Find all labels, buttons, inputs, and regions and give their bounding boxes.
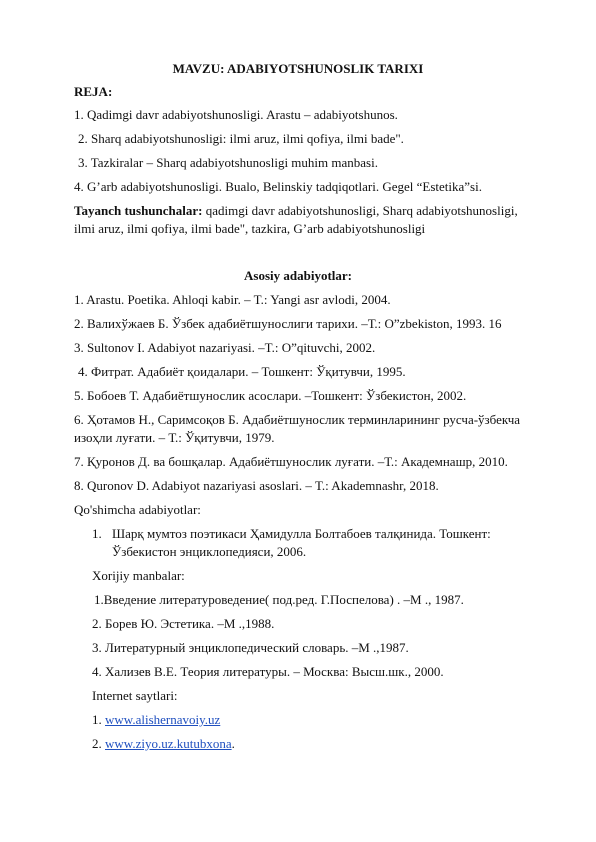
- key-concepts-label: Tayanch tushunchalar:: [74, 203, 203, 218]
- internet-site-suffix: .: [231, 736, 235, 751]
- foreign-source-item: 4. Хализев В.Е. Теория литературы. – Москва: Высш.шк., 2000.: [92, 664, 444, 679]
- foreign-source-item: 2. Борев Ю. Эстетика. –М .,1988.: [92, 616, 275, 631]
- internet-site-item: [92, 712, 220, 728]
- additional-item-continued: Ўзбекистон энциклопедияси, 2006.: [112, 544, 307, 559]
- reja-item: 3. Tazkiralar – Sharq adabiyotshunosligi muhim manbasi.: [78, 155, 378, 170]
- literature-item: 8. Quronov D. Adabiyot nazariyasi asoslari. – T.: Akademnashr, 2018.: [74, 478, 439, 493]
- literature-item: 7. Қуронов Д. ва бошқалар. Адабиётшунослик луғати. –Т.: Академнашр, 2010.: [74, 454, 508, 469]
- foreign-source-item: 3. Литературный энциклопедический словарь. –М .,1987.: [92, 640, 409, 655]
- internet-site-item: [92, 736, 235, 752]
- additional-item-number: 1.: [92, 526, 102, 541]
- literature-item: 5. Бобоев Т. Адабиётшунослик асослари. –Тошкент: Ўзбекистон, 2002.: [74, 388, 467, 403]
- internet-site-link[interactable]: www.alishernavoiy.uz: [105, 712, 221, 727]
- literature-item-continued: изоҳли луғати. – Т.: Ўқитувчи, 1979.: [74, 430, 275, 445]
- literature-item: 4. Фитрат. Адабиёт қоидалари. – Тошкент: Ўқитувчи, 1995.: [78, 364, 406, 379]
- internet-sites-heading: Internet saytlari:: [92, 688, 178, 703]
- key-concepts-text: qadimgi davr adabiyotshunosligi, Sharq adabiyotshunosligi,: [202, 203, 518, 218]
- key-concepts-line: [74, 203, 518, 219]
- additional-item: Шарқ мумтоз поэтикаси Ҳамидулла Болтабоев талқинида. Тошкент:: [112, 526, 491, 541]
- internet-site-link[interactable]: www.ziyo.uz.kutubxona: [105, 736, 232, 751]
- document-title: MAVZU: ADABIYOTSHUNOSLIK TARIXI: [172, 61, 424, 76]
- reja-item: 4. G’arb adabiyotshunosligi. Bualo, Belinskiy tadqiqotlari. Gegel “Estetika”si.: [74, 179, 482, 194]
- additional-literature-heading: Qo'shimcha adabiyotlar:: [74, 502, 201, 517]
- literature-item: 1. Arastu. Poetika. Ahloqi kabir. – T.: Yangi asr avlodi, 2004.: [74, 292, 391, 307]
- key-concepts-text-continued: ilmi aruz, ilmi qofiya, ilmi bade", tazkira, G’arb adabiyotshunosligi: [74, 221, 426, 236]
- internet-site-number: 2.: [92, 736, 105, 751]
- internet-site-number: 1.: [92, 712, 105, 727]
- reja-heading: REJA:: [74, 84, 113, 99]
- foreign-sources-heading: Xorijiy manbalar:: [92, 568, 185, 583]
- reja-item: 1. Qadimgi davr adabiyotshunosligi. Arastu – adabiyotshunos.: [74, 107, 398, 122]
- literature-item: 2. Валихўжаев Б. Ўзбек адабиётшунослиги тарихи. –Т.: O”zbekiston, 1993. 16: [74, 316, 502, 331]
- literature-item: 6. Ҳотамов Н., Саримсоқов Б. Адабиётшунослик терминларининг русча-ўзбекча: [74, 412, 521, 427]
- foreign-source-item: 1.Введение литературоведение( под.ред. Г.Поспелова) . –М ., 1987.: [94, 592, 464, 607]
- main-literature-heading: Asosiy adabiyotlar:: [244, 268, 352, 283]
- reja-item: 2. Sharq adabiyotshunosligi: ilmi aruz, ilmi qofiya, ilmi bade".: [78, 131, 404, 146]
- literature-item: 3. Sultonov I. Adabiyot nazariyasi. –T.: O”qituvchi, 2002.: [74, 340, 376, 355]
